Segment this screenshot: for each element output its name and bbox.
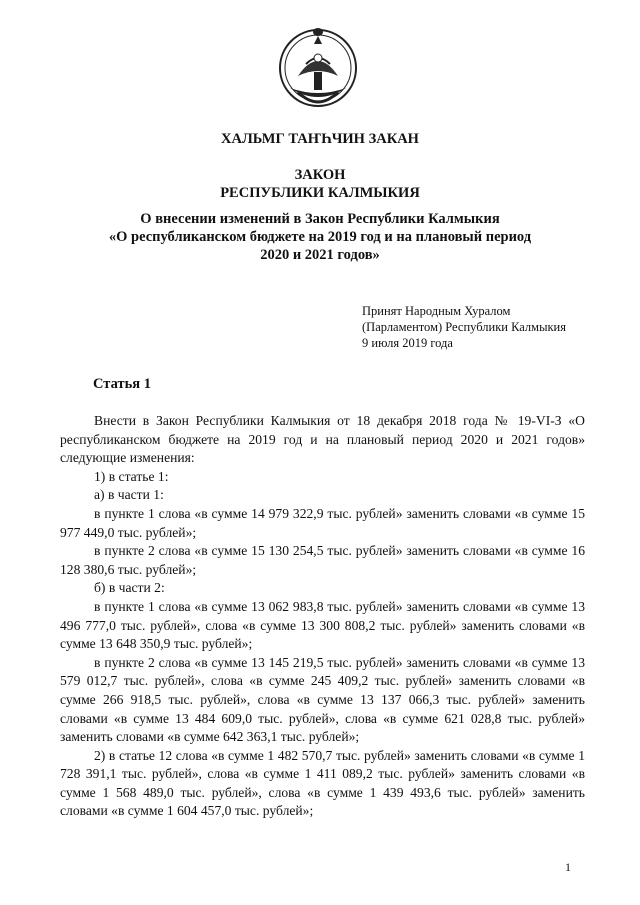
paragraph: в пункте 2 слова «в сумме 15 130 254,5 тыс. рублей» заменить словами «в сумме 16 128 380,6 тыс. рублей»;: [60, 543, 585, 577]
republic-label: РЕСПУБЛИКИ КАЛМЫКИЯ: [220, 185, 420, 201]
adoption-note: [362, 303, 566, 351]
paragraph: б) в части 2:: [94, 580, 165, 596]
law-title: [0, 210, 640, 264]
adoption-line: (Парламентом) Республики Калмыкия: [362, 320, 566, 334]
paragraph: в пункте 1 слова «в сумме 14 979 322,9 тыс. рублей» заменить словами «в сумме 15 977 449,0 тыс. рублей»;: [60, 505, 585, 540]
kalmyk-law-heading: ХАЛЬМГ ТАҤҺЧИН ЗАКАН: [221, 131, 419, 147]
adoption-line: Принят Народным Хуралом: [362, 304, 511, 318]
law-title-line: «О республиканском бюджете на 2019 год и на плановый период: [108, 229, 532, 245]
paragraph: Внести в Закон Республики Калмыкия от 18 декабря 2018 года № 19-VI-З «О республиканском бюджете на 2019 год и на плановый период 2020 и 2021 годов» следующие изменения:: [60, 413, 585, 466]
paragraph: 2) в статье 12 слова «в сумме 1 482 570,7 тыс. рублей» заменить словами «в сумме 1 728 391,1 тыс. рублей», слова «в сумме 1 411 089,2 тыс. рублей» заменить словами «в сумме 1 568 489,0 тыс. рублей», слова «в сумме 1 439 493,6 тыс. рублей» заменить словами «в сумме 1 604 457,0 тыс. рублей»;: [60, 747, 585, 819]
article-heading: Статья 1: [93, 376, 151, 392]
paragraph: в пункте 2 слова «в сумме 13 145 219,5 тыс. рублей» заменить словами «в сумме 13 579 012,7 тыс. рублей», слова «в сумме 245 409,2 тыс. рублей» заменить словами «в сумме 266 918,5 тыс. рублей», слова «в сумме 13 137 066,3 тыс. рублей» заменить словами «в сумме 13 484 609,0 тыс. рублей», слова «в сумме 621 028,8 тыс. рублей» заменить словами «в сумме 642 363,1 тыс. рублей»;: [60, 654, 585, 745]
paragraph: а) в части 1:: [94, 487, 164, 503]
law-title-line: О внесении изменений в Закон Республики Калмыкия: [140, 211, 500, 227]
adoption-date: 9 июля 2019 года: [362, 336, 453, 350]
zakon-label: ЗАКОН: [294, 167, 346, 183]
law-title-line: 2020 и 2021 годов»: [260, 247, 380, 263]
coat-of-arms-emblem: [268, 16, 368, 116]
law-heading: [0, 166, 640, 202]
paragraph: 1) в статье 1:: [94, 468, 169, 484]
paragraph: в пункте 1 слова «в сумме 13 062 983,8 тыс. рублей» заменить словами «в сумме 13 496 777,0 тыс. рублей», слова «в сумме 13 300 808,2 тыс. рублей» заменить словами «в сумме 13 648 350,9 тыс. рублей»;: [60, 598, 585, 652]
article-body: [60, 412, 585, 821]
page-number: 1: [565, 860, 571, 874]
